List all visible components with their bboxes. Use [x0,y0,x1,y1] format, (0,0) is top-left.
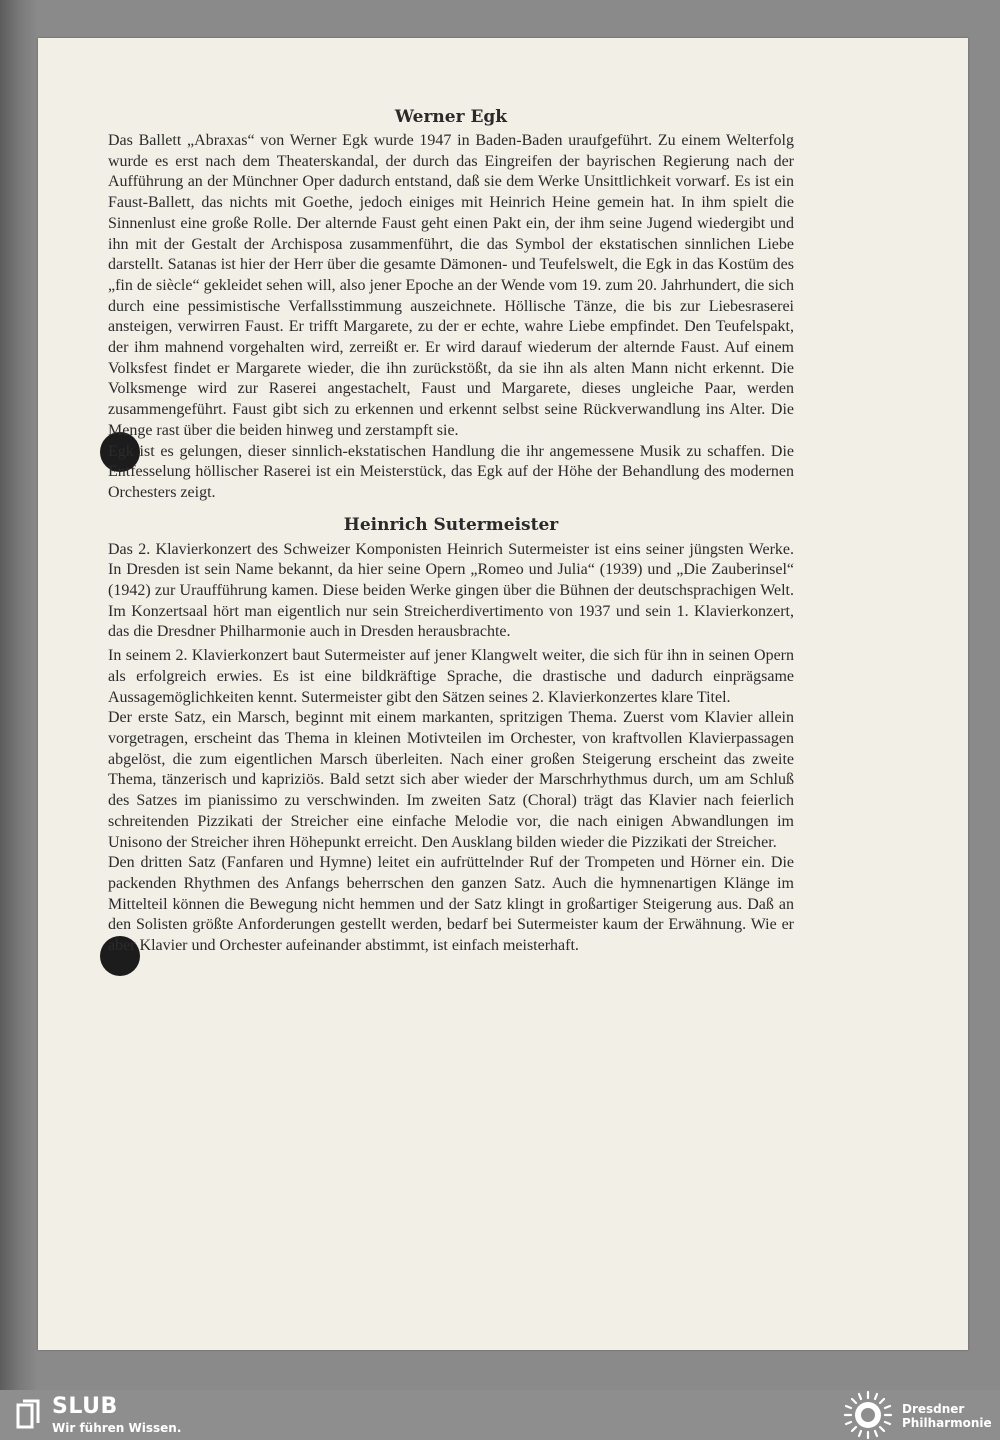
dresdner-philharmonie-logo-icon[interactable] [842,1390,894,1440]
egk-paragraph-1: Das Ballett „Abraxas“ von Werner Egk wurde 1947 in Baden-Baden uraufgeführt. Zu einem Welterfolg wurde es erst nach dem Theaterskandal, der durch das Eingreifen der bayrischen Regierung nach der Aufführung an der Münchner Oper dadurch entstand, daß sie dem Werke Unsittlichkeit vorwarf. Es ist ein Faust-Ballett, das nichts mit Goethe, jedoch einiges mit Heinrich Heine gemein hat. In ihm spielt die Sinnenlust eine große Rolle. Der alternde Faust geht einen Pakt ein, der ihm seine Jugend wiedergibt und ihn mit der Gestalt der Archisposa zusammenführt, die das Symbol der ekstatischen sinnlichen Liebe darstellt. Satanas ist hier der Herr über die gesamte Dämonen- und Teufelswelt, die Egk in das Kostüm des „fin de siècle“ gekleidet sehen will, also jener Epoche an der Wende vom 19. zum 20. Jahrhundert, die sich durch eine pessimistische Verfallsstimmung auszeichnete. Höllische Tänze, die bis zur Liebesraserei ansteigen, verwirren Faust. Er trifft Margarete, zu der er echte, wahre Liebe empfindet. Den Teufelspakt, der ihm mahnend vorgehalten wird, zerreißt er. Er wird darauf wiederum der alternde Faust. Auf einem Volksfest findet er Margarete wieder, die ihn zurückstößt, da sie ihn als alten Mann nicht erkennt. Die Volksmenge wird zur Raserei angestachelt, Faust und Margarete, dieses ungleiche Paar, werden zusammengeführt. Faust gibt sich zu erkennen und erkennt selbst seine Rückverwandlung ins Alter. Die Menge rast über die beiden hinweg und zerstampft sie. [108,132,794,439]
sutermeister-paragraph-3: Der erste Satz, ein Marsch, beginnt mit einem markanten, spritzigen Thema. Zuerst vom Klavier allein vorgetragen, erscheint das Thema in kleinen Motivteilen im Orchester, von kraftvollen Klavierpassagen abgelöst, die zum eigentlichen Marsch überleiten. Nach einer großen Steigerung erscheint das zweite Thema, tänzerisch und kapriziös. Bald setzt sich aber wieder der Marschrhythmus durch, um am Schluß des Satzes im pianissimo zu verschwinden. Im zweiten Satz (Choral) trägt das Klavier nach feierlich schreitenden Pizzikati der Streicher eine einfache Melodie vor, die nach einigen Abwandlungen im Unisono der Streicher ihren Höhepunkt erreicht. Den Ausklang bilden wieder die Pizzikati der Streicher. [108,709,794,851]
slub-brand[interactable]: SLUB [52,1394,118,1419]
sutermeister-paragraph-4: Den dritten Satz (Fanfaren und Hymne) leitet ein aufrüttelnder Ruf der Trompeten und Hörner ein. Die packenden Rhythmen des Anfangs beherrschen den ganzen Satz. Auch die hymnenartigen Klänge im Mittelteil können die Bewegung nicht hemmen und der Satz klingt in großartiger Steigerung aus. Daß an den Solisten größte Anforderungen gestellt werden, bedarf bei Sutermeister kaum der Erwähnung. Wie er aber Klavier und Orchester aufeinander abstimmt, ist einfach meisterhaft. [108,854,794,955]
section-heading-egk: Werner Egk [394,107,508,127]
partner-name[interactable] [902,1402,992,1430]
egk-paragraph-2: Egk ist es gelungen, dieser sinnlich-ekstatischen Handlung die ihr angemessene Musik zu schaffen. Die Entfesselung höllischer Raserei ist ein Meisterstück, das Egk auf der Höhe der Behandlung des modernen Orchesters zeigt. [108,442,794,501]
footer-bar [0,1390,1000,1440]
slub-tagline: Wir führen Wissen. [52,1421,182,1435]
sutermeister-paragraph-2: In seinem 2. Klavierkonzert baut Sutermeister auf jener Klangwelt weiter, die sich für ihn in seinen Opern als erfolgreich erwies. Es ist eine bildkräftige Sprache, die drastische und dadurch einprägsame Aussagemöglichkeiten kennt. Sutermeister gibt den Sätzen seines 2. Klavierkonzertes klare Titel. [108,647,794,706]
partner-name-line1: Dresdner [902,1402,965,1416]
partner-name-line2: Philharmonie [902,1416,992,1430]
sutermeister-paragraph-1: Das 2. Klavierkonzert des Schweizer Komponisten Heinrich Sutermeister ist eins seiner jüngsten Werke. In Dresden ist sein Name bekannt, da hier seine Opern „Romeo und Julia“ (1939) und „Die Zauberinsel“ (1942) zur Uraufführung kamen. Diese beiden Werke gingen über die Bühnen der deutschsprachigen Welt. Im Konzertsaal hört man eigentlich nur sein Streicherdivertimento von 1937 und sein 1. Klavierkonzert, das die Dresdner Philharmonie auch in Dresden herausbrachte. [108,540,794,641]
page-text [108,105,794,957]
section-heading-sutermeister: Heinrich Sutermeister [343,514,559,535]
slub-logo-icon[interactable] [14,1399,42,1431]
